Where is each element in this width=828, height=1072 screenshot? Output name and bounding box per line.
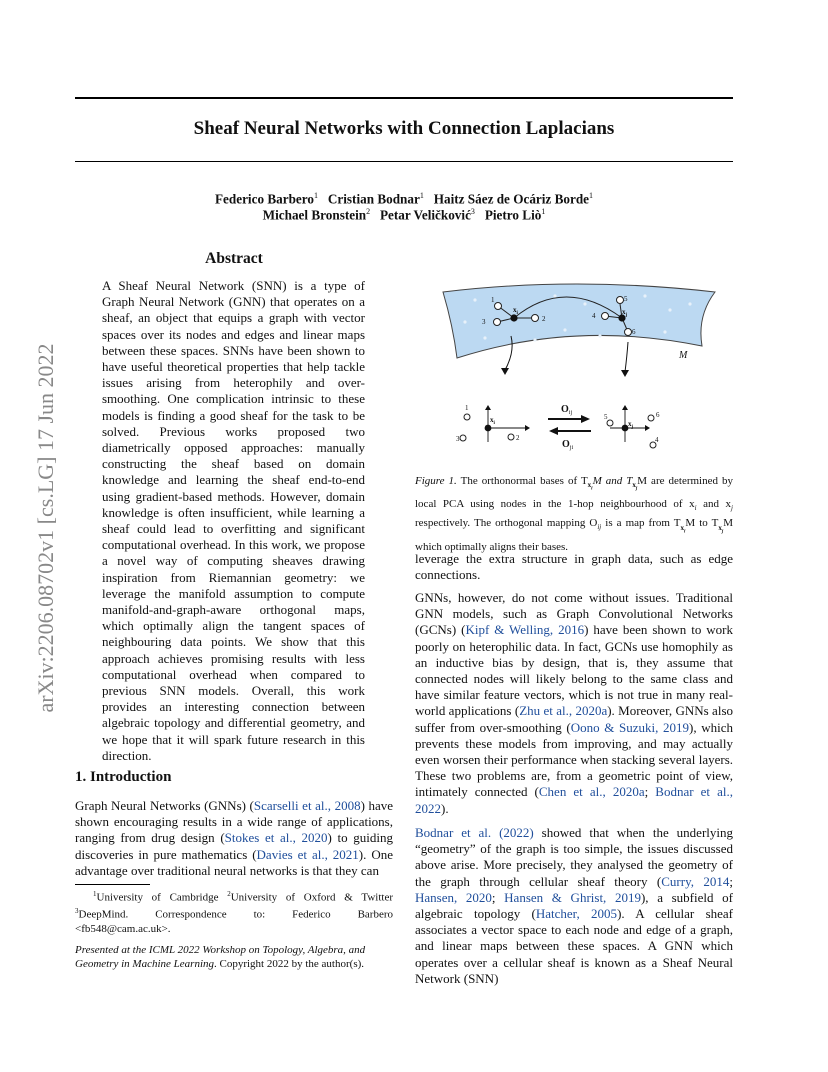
caption-text: is a map from T — [601, 517, 681, 530]
author-affiliation: 1 — [589, 191, 594, 200]
right-paragraph-1: leverage the extra structure in graph data, such as edge connections. — [415, 551, 733, 583]
node-label: 6 — [632, 328, 636, 336]
node-5 — [617, 297, 624, 304]
affiliations-footnote — [75, 888, 393, 936]
node-4 — [602, 313, 609, 320]
node-label: 3 — [456, 435, 460, 443]
arxiv-stamp: arXiv:2206.08702v1 [cs.LG] 17 Jun 2022 — [33, 343, 58, 713]
sample-point — [563, 328, 566, 331]
right-paragraph-3 — [415, 825, 733, 987]
citation-link[interactable]: Davies et al., 2021 — [256, 846, 359, 862]
footnote-marker: 1 — [93, 890, 97, 898]
sample-point — [643, 294, 646, 297]
author: Pietro Liò — [484, 207, 542, 223]
caption-text: respectively. The orthogonal mapping O — [415, 517, 598, 530]
intro-paragraph — [75, 798, 393, 879]
node-xi-tangent — [485, 425, 492, 432]
sample-point — [533, 338, 536, 341]
caption-text: M are determined by local PCA using nodes in the 1-hop neighbourhood of x — [415, 475, 733, 511]
axis-arrow — [525, 425, 530, 431]
citation-link[interactable]: Chen et al., 2020a — [538, 784, 645, 800]
footnote-text: University of Oxford & Twitter — [230, 891, 393, 904]
sample-point — [668, 308, 671, 311]
axis-arrow — [645, 425, 650, 431]
arrow-head — [549, 427, 558, 435]
projected-node — [464, 414, 470, 420]
title-bottom-rule — [75, 161, 733, 162]
citation-link[interactable]: Oono & Suzuki, 2019 — [570, 719, 689, 735]
citation-link[interactable]: Curry, 2014 — [661, 873, 730, 889]
authors-line-1 — [75, 191, 733, 207]
node-label: 1 — [491, 296, 495, 304]
text-run: showed that when the underlying “geometry” of the graph is too simple, the issues discussed above arise. More precisely, they analysed the geometry of the graph through cellular sheaf theory ( — [415, 825, 733, 889]
venue-note — [75, 944, 393, 971]
xi-label: $x_i$ — [513, 306, 518, 316]
text-run: ) to guiding discoveries in pure mathematics ( — [75, 830, 393, 862]
projected-node — [460, 435, 466, 441]
sample-point — [483, 336, 486, 339]
abstract-text: A Sheaf Neural Network (SNN) is a type of Graph Neural Network (GNN) that operates on a sheaf, an object that equips a graph with vector spaces over its nodes and edges and linear maps between these spaces. SNNs have been shown to have useful theoretical properties that help tackle issues arising from heterophily and over-smoothing. One complication intrinsic to these models is finding a good sheaf for the task to be solved. Previous works proposed two diametrically opposed approaches: manually constructing the sheaf based on domain knowledge and learning the sheaf end-to-end using gradient-based methods. However, domain knowledge is often insufficient, while learning a sheaf could lead to overfitting and significant computational overhead. In this work, we propose a novel way of computing sheaves drawing inspiration from Riemannian geometry: we leverage the manifold assumption to compute manifold-and-graph-aware orthogonal maps, which optimally align the tangent spaces of neighbouring data points. We show that this approach achieves promising results with less computational overhead when compared to previous SNN models. Overall, this work provides an interesting connection between algebraic topology and differential geometry, and we hope that it will spark future research in this direction. — [102, 278, 365, 763]
venue-rest: . Copyright 2022 by the author(s). — [214, 957, 365, 970]
footnote-rule — [75, 884, 150, 885]
oij-label: $O_{ij}$ — [561, 404, 573, 416]
caption-text: The orthonormal bases of T — [456, 475, 588, 487]
text-run: GNNs, however, do not come without issues. Traditional GNN models, such as Graph Convolutional Networks (GCNs) ( — [415, 590, 733, 638]
author-affiliation: 1 — [541, 207, 546, 216]
sample-point — [583, 302, 586, 305]
node-label: 5 — [604, 413, 608, 421]
citation-link[interactable]: Bodnar et al., 2022 — [415, 784, 733, 816]
text-run: Graph Neural Networks (GNNs) ( — [75, 798, 254, 813]
abstract-heading: Abstract — [205, 250, 263, 267]
sample-point — [473, 298, 476, 301]
paper-title: Sheaf Neural Networks with Connection Laplacians — [193, 118, 615, 139]
author: Federico Barbero — [214, 191, 314, 207]
projected-node — [508, 434, 514, 440]
axis-arrow — [485, 405, 491, 410]
figure-1-caption: Figure 1. The orthonormal bases of $T_{x_i}M$ and $T_{x_j}M$ are determined by local PCA using nodes in the 1-hop neighbourhood of $x_i$ and $x_j$ respectively. The orthogonal mapping $O_{ij}$ is a map from $T_{x_i}M$ to $T_{x_j}M$ which optimally aligns their bases. — [415, 475, 733, 553]
author: Petar Veličković — [379, 207, 471, 223]
text-run: ). — [441, 800, 449, 816]
citation-link[interactable]: Zhu et al., 2020a — [519, 703, 608, 719]
text-run: ). Moreover, GNNs also suffer from over-smoothing ( — [415, 703, 733, 735]
node-label: 2 — [542, 315, 546, 323]
arrow-head — [621, 370, 629, 377]
manifold-label: M — [679, 350, 688, 361]
text-run: ). A cellular sheaf associates a vector space to each node and edge of a graph, and linear maps between these spaces. A GNN which operates over a cellular sheaf is known as a Sheaf Neural Network (SNN) — [415, 906, 733, 986]
text-run: ), a subfield of algebraic topology ( — [415, 889, 733, 922]
authors-line-2 — [75, 207, 733, 223]
footnote-marker: 3 — [75, 907, 79, 916]
author-affiliation: 2 — [366, 207, 371, 216]
sample-point — [598, 334, 601, 337]
arrow-head — [501, 368, 509, 375]
sample-point — [688, 302, 691, 305]
node-label: 5 — [624, 295, 628, 303]
figure-1-diagram — [415, 282, 733, 462]
footnote-text: University of Cambridge — [96, 891, 228, 904]
node-label: 6 — [656, 411, 660, 419]
node-label: 4 — [592, 312, 596, 320]
author-affiliation: 1 — [419, 191, 424, 200]
node-1 — [495, 303, 502, 310]
node-3 — [494, 319, 501, 326]
caption-label: Figure 1. — [415, 475, 457, 487]
citation-link[interactable]: Bodnar et al. (2022) — [415, 825, 534, 840]
node-2 — [532, 315, 539, 322]
xj-label: $x_j$ — [622, 308, 628, 318]
text-run: ) have shown encouraging results in a wide range of applications, ranging from drug design ( — [75, 798, 393, 846]
text-run: ) have been shown to work poorly on heterophilic data. In fact, GCNs use homophily as an inductive bias by design, that is, they assume that connected nodes will likely belong to the same class and have similar feature vectors, which is not true in many real-world applications ( — [415, 622, 734, 719]
author-affiliation: 3 — [470, 207, 475, 216]
node-6 — [625, 329, 632, 336]
arrow-head — [581, 415, 590, 423]
node-label: 4 — [655, 436, 659, 444]
node-label: 1 — [465, 404, 469, 412]
top-rule — [75, 97, 733, 99]
section-heading-introduction: 1. Introduction — [75, 769, 172, 785]
text-run: ). One advantage over traditional neural networks is that they can — [75, 846, 393, 878]
citation-link[interactable]: Hatcher, 2005 — [535, 906, 618, 922]
text-run: ; — [644, 784, 656, 800]
caption-text: M to T — [685, 517, 719, 530]
venue-italic: Presented at the ICML 2022 Workshop on Topology, Algebra, and Geometry in Machine Learning — [75, 944, 366, 970]
xi-label: $x_i$ — [490, 416, 495, 426]
right-paragraph-2 — [415, 590, 733, 817]
text-run: ; — [729, 873, 733, 889]
sample-point — [553, 294, 556, 297]
citation-link[interactable]: Stokes et al., 2020 — [224, 830, 328, 846]
author: Cristian Bodnar — [327, 191, 420, 207]
author: Michael Bronstein — [262, 207, 367, 223]
citation-link[interactable]: Hansen, 2020 — [415, 889, 492, 905]
node-label: 2 — [516, 434, 520, 442]
node-label: 3 — [482, 318, 486, 326]
citation-link[interactable]: Kipf & Welling, 2016 — [465, 622, 585, 638]
sample-point — [463, 320, 466, 323]
projected-node — [607, 420, 613, 426]
citation-link[interactable]: Scarselli et al., 2008 — [253, 798, 361, 813]
caption-text: M which optimally aligns their bases. — [415, 517, 733, 553]
oji-label: $O_{ji}$ — [562, 439, 574, 451]
caption-math: M and T — [592, 475, 633, 487]
text-run: ), which prevents these models from improving, and may actually even worsen their performance when stacking several layers. These two problems are, from a geometric point of view, intimately connected ( — [415, 719, 733, 800]
citation-link[interactable]: Hansen & Ghrist, 2019 — [504, 889, 641, 905]
author: Haitz Sáez de Ocáriz Borde — [433, 191, 590, 207]
sample-point — [663, 330, 666, 333]
author-affiliation: 1 — [313, 191, 318, 200]
caption-text: and x — [696, 498, 732, 511]
footnote-text: DeepMind. Correspondence to: Federico Barbero <fb548@cam.ac.uk>. — [75, 908, 393, 935]
projected-node — [648, 415, 654, 421]
xj-label: $x_j$ — [628, 420, 634, 430]
axis-arrow — [622, 405, 628, 410]
text-run: ; — [491, 889, 505, 905]
footnote-marker: 2 — [227, 890, 231, 898]
